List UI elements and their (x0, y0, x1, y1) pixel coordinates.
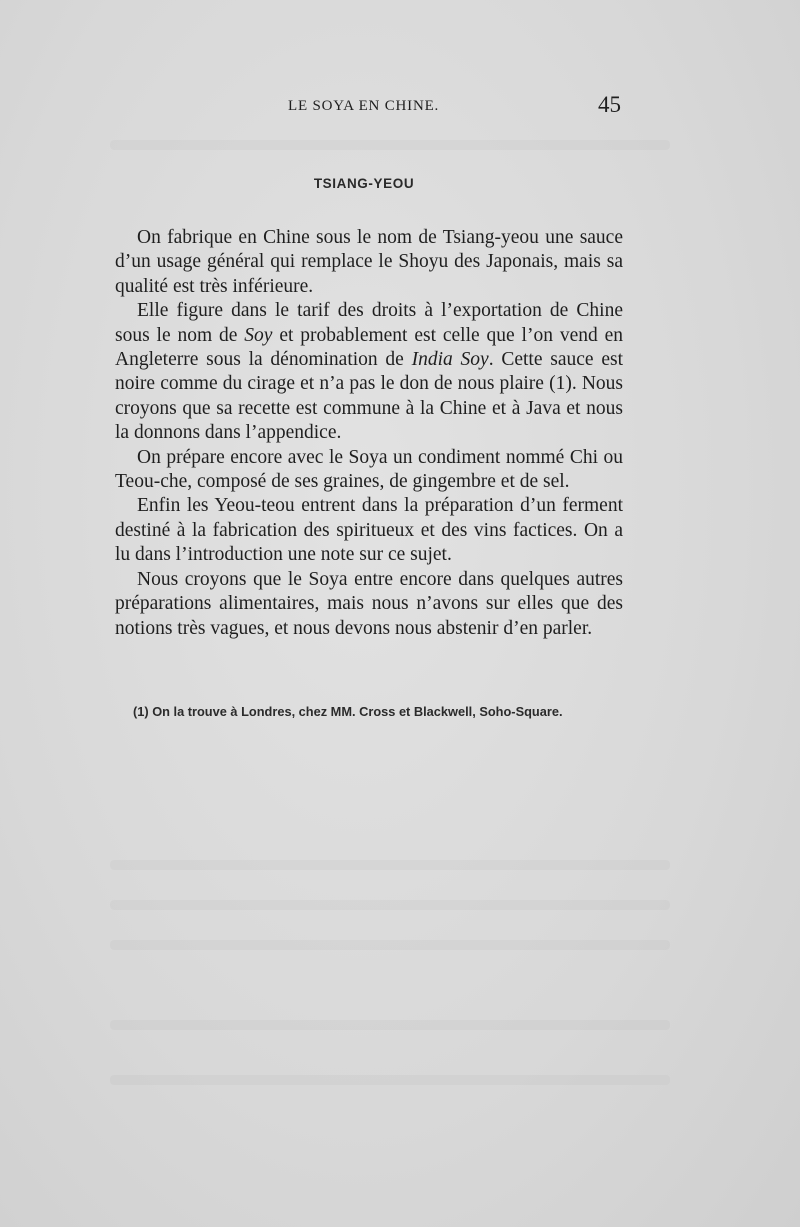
paragraph-text: . Cette sauce est noire comme du cirage et n’a pas le don de nous plaire (1). Nous croyons que sa recette est commune à la Chine et à Java et nous la donnons dans l’appendice. (115, 349, 623, 444)
page-number: 45 (598, 92, 621, 117)
bleed-through-line (110, 1075, 670, 1085)
bleed-through-line (110, 940, 670, 950)
bleed-through-line (110, 860, 670, 870)
paragraph (115, 568, 623, 641)
bleed-through-line (110, 900, 670, 910)
paragraph-text: On prépare encore avec le Soya un condiment nommé Chi ou Teou-che, composé de ses graines, de gingembre et de sel. (115, 446, 623, 493)
running-head-title: LE SOYA EN CHINE. (288, 98, 440, 114)
bleed-through-line (110, 1020, 670, 1030)
bleed-through-line (110, 140, 670, 150)
paragraph (115, 446, 623, 495)
paragraph-text: Elle figure dans le tarif des droits à l’exportation de Chine sous le nom de (115, 300, 623, 346)
italic-term: Soy (244, 324, 273, 346)
italic-term: India Soy (411, 349, 489, 371)
section-title: TSIANG-YEOU (313, 176, 415, 191)
paragraph (115, 494, 623, 567)
paragraph (115, 299, 623, 445)
paragraph-text: et probablement est celle que l’on vend en Angleterre sous la dénomination de (115, 324, 624, 371)
paragraph-text: On fabrique en Chine sous le nom de Tsiang-yeou une sauce d’un usage général qui remplace le Shoyu des Japonais, mais sa qualité est très inférieure. (115, 227, 623, 297)
paragraph (115, 226, 623, 299)
body-text (115, 226, 623, 641)
paragraph-text: Nous croyons que le Soya entre encore dans quelques autres préparations alimentaires, mais nous n’avons sur elles que des notions très vagues, et nous devons nous abstenir d’en parler. (115, 568, 623, 639)
footnote: (1) On la trouve à Londres, chez MM. Cross et Blackwell, Soho-Square. (133, 704, 563, 719)
running-head (0, 92, 800, 120)
paragraph-text: Enfin les Yeou-teou entrent dans la préparation d’un ferment destiné à la fabrication des spiritueux et des vins factices. On a lu dans l’introduction une note sur ce sujet. (115, 495, 623, 566)
